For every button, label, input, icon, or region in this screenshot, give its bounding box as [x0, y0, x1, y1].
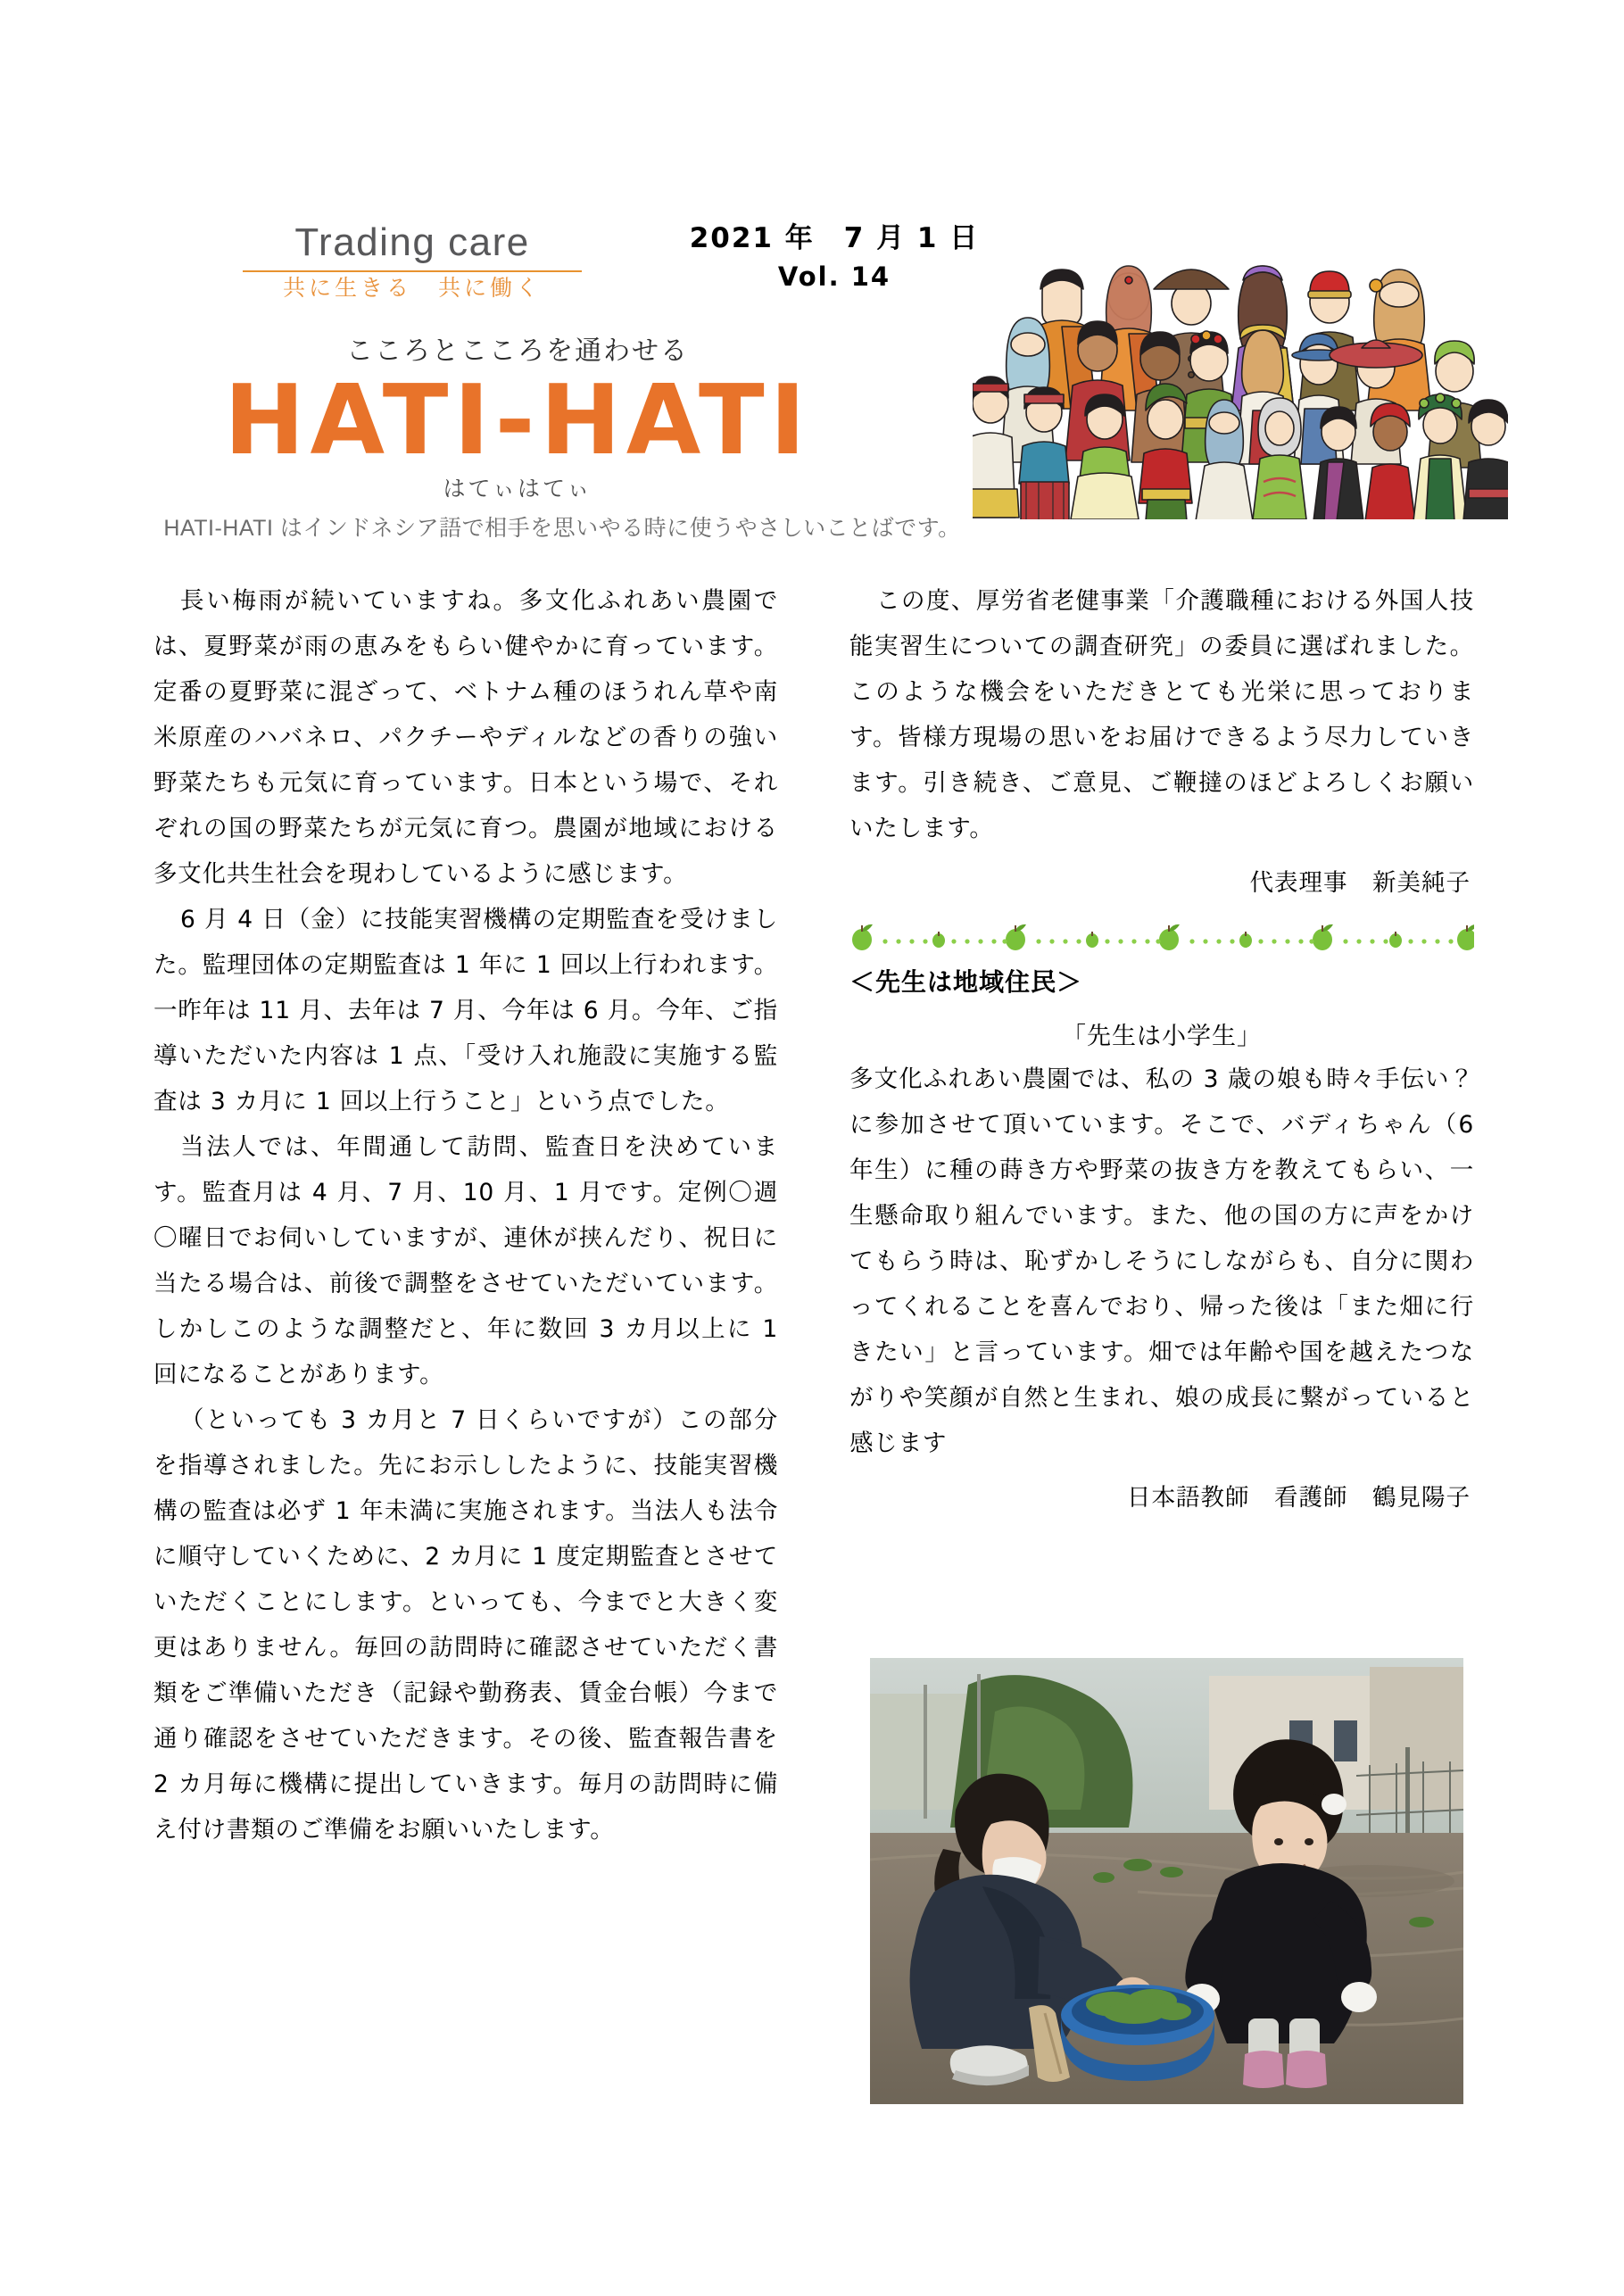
article-title: 「先生は小学生」 — [1062, 1023, 1262, 1050]
section-heading: ＜先生は地域住民＞ — [849, 967, 1083, 997]
article-byline: 日本語教師 看護師 鶴見陽子 — [1127, 1484, 1471, 1512]
page-title: HATI-HATI — [224, 365, 811, 477]
paragraph: （といっても 3 カ月と 7 日くらいですが）この部分を指導されました。先にお示ししたように、技能実習機構の監査は必ず 1 年未満に実施されます。当法人も法令に順守していくために、2 カ月に 1 度定期監査とさせていただくことにします。といっても、今までと大きく変更はありません。毎回の訪問時に確認させていただく書類をご準備いただき（記録や勤務表、賃金台帳）今まで通り確認をさせていただきます。その後、監査報告書を 2 カ月毎に機構に提出していきます。毎月の訪問時に備え付け書類のご準備をお願いいたします。 — [153, 1406, 778, 1844]
green-apple-dotted-divider — [849, 922, 1474, 952]
greeting-paragraph: この度、厚労省老健事業「介護職種における外国人技能実習生についての調査研究」の委員に選ばれました。このような機会をいただきとても光栄に思っております。皆様方現場の思いをお届けできるよう尽力していきます。引き続き、ご意見、ご鞭撻のほどよろしくお願いいたします。 — [849, 587, 1474, 842]
article-paragraph: 多文化ふれあい農園では、私の 3 歳の娘も時々手伝い？に参加させて頂いています。そこで、バディちゃん（6 年生）に種の蒔き方や野菜の抜き方を教えてもらい、一生懸命取り組んでいます。また、他の国の方に声をかけてもらう時は、恥ずかしそうにしながらも、自分に関わってくれることを喜んでおり、帰った後は「また畑に行きたい」と言っています。畑では年齢や国を越えたつながりや笑顔が自然と生まれ、娘の成長に繋がっていると感じます — [849, 1065, 1474, 1457]
brand-divider-rule — [243, 270, 582, 272]
brand-title: Trading care — [294, 220, 530, 264]
signature: 代表理事 新美純子 — [1249, 869, 1471, 897]
issue-volume: Vol. 14 — [777, 261, 891, 292]
farm-photo-two-girls-planting — [870, 1658, 1463, 2104]
hero-reading: はてぃはてぃ — [443, 477, 592, 501]
hero-kicker: こころとこころを通わせる — [346, 336, 689, 366]
left-column — [153, 578, 778, 1853]
brand-block — [234, 220, 591, 302]
paragraph: 6 月 4 日（金）に技能実習機構の定期監査を受けました。監理団体の定期監査は 1 年に 1 回以上行われます。一昨年は 11 月、去年は 7 月、今年は 6 月。今年、ご指導いただいた内容は 1 点、「受け入れ施設に実施する監査は 3 カ月に 1 回以上行うこと」という点でした。 — [153, 906, 778, 1115]
right-column — [849, 578, 1474, 1521]
hero-tagline: HATI-HATI はインドネシア語で相手を思いやる時に使うやさしいことばです。 — [163, 516, 961, 541]
paragraph: 長い梅雨が続いていますね。多文化ふれあい農園では、夏野菜が雨の恵みをもらい健やかに育っています。定番の夏野菜に混ざって、ベトナム種のほうれん草や南米原産のハバネロ、パクチーやディルなどの香りの強い野菜たちも元気に育っています。日本という場で、それぞれの国の野菜たちが元気に育つ。農園が地域における多文化共生社会を現わしているように感じます。 — [153, 587, 778, 888]
brand-subtitle: 共に生きる 共に働く — [282, 276, 542, 301]
paragraph: 当法人では、年間通して訪問、監査日を決めています。監査月は 4 月、7 月、10 月、1 月です。定例〇週〇曜日でお伺いしていますが、連休が挟んだり、祝日に当たる場合は、前後で調整をさせていただいています。しかしこのような調整だと、年に数回 3 カ月以上に 1 回になることがあります。 — [153, 1133, 778, 1388]
masthead — [0, 0, 1624, 571]
multicultural-people-illustration — [973, 234, 1508, 519]
issue-date: 2021 年 7 月 1 日 — [689, 222, 980, 254]
issue-block — [687, 221, 982, 294]
